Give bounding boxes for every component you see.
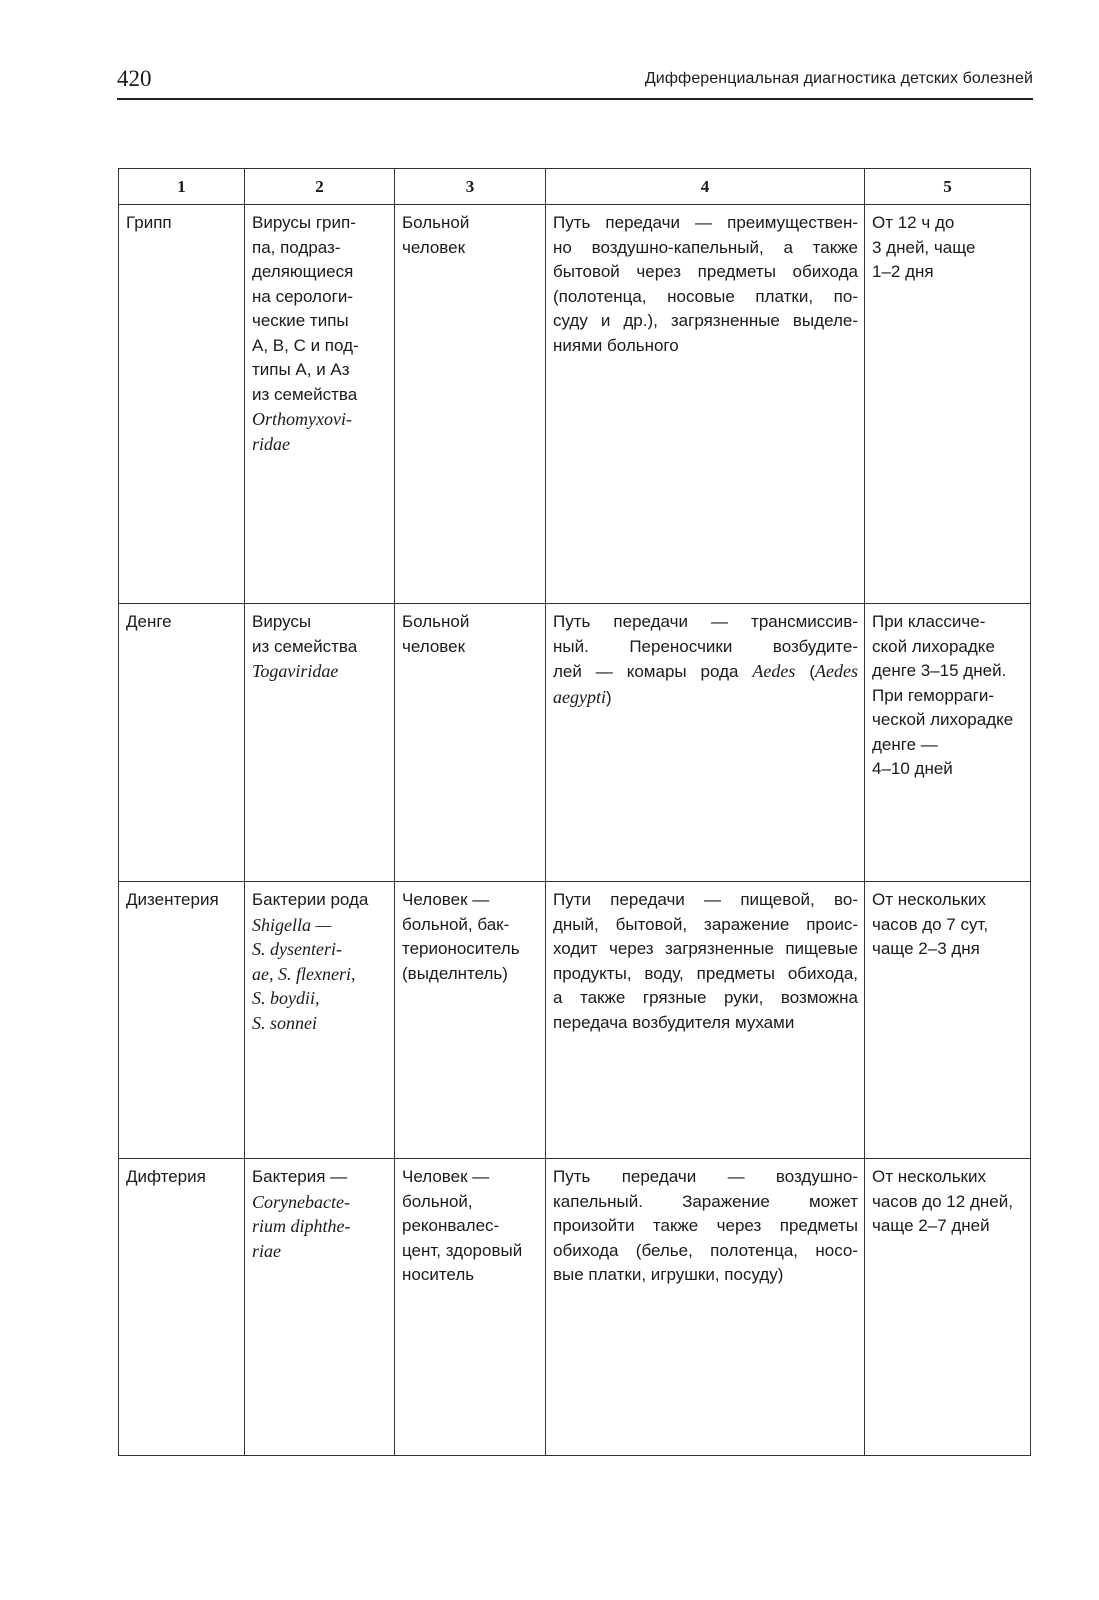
cell-line: От 12 ч до	[872, 213, 955, 232]
cell-line: часов до 12 дней,	[872, 1191, 1013, 1211]
cell-line: 1–2 дня	[872, 262, 934, 281]
cell-line: riae	[252, 1240, 281, 1261]
cell-line: (полотенца, носовые платки, по-	[553, 286, 858, 306]
species-name: Aedes	[815, 661, 858, 681]
disease-name: Дизентерия	[126, 890, 219, 909]
cell-line: ae, S. flexneri,	[252, 963, 356, 984]
cell-line: Пути передачи — пищевой, во-	[553, 890, 858, 909]
cell-line: S. boydii,	[252, 988, 320, 1008]
cell-line: больной,	[402, 1191, 473, 1211]
cell-line: Больной	[402, 612, 470, 631]
cell-line: произойти также через предметы	[553, 1216, 858, 1235]
cell-line: передача возбудителя мухами	[553, 1012, 795, 1032]
cell-line: Orthomyxovi-	[252, 409, 352, 429]
cell-line: реконвалес-	[402, 1216, 500, 1235]
cell-line: Путь передачи — трансмиссив-	[553, 612, 858, 631]
species-name: Aedes	[752, 661, 796, 681]
cell-line: обихода (белье, полотенца, носо-	[553, 1240, 858, 1260]
cell-line: человек	[402, 636, 466, 656]
cell-line: А, В, С и под-	[252, 335, 359, 355]
cell-line: чаще 2–3 дня	[872, 939, 980, 958]
cell-line: Вирусы грип-	[252, 213, 356, 232]
disease-cell	[119, 1159, 245, 1456]
disease-cell	[119, 882, 245, 1159]
cell-line: Бактерии рода	[252, 890, 369, 909]
cell-line: S. sonnei	[252, 1012, 317, 1033]
cell-line: При классиче-	[872, 612, 986, 631]
agent-cell	[245, 604, 395, 882]
cell-line: чаще 2–7 дней	[872, 1216, 990, 1235]
agent-cell	[245, 205, 395, 604]
disease-cell	[119, 205, 245, 604]
transmission-cell	[546, 882, 865, 1159]
cell-line: Shigella —	[252, 914, 332, 935]
cell-line: ниями больного	[553, 335, 679, 355]
species-name: aegypti	[553, 686, 606, 707]
table-row	[119, 1159, 1031, 1456]
cell-line: часов до 7 сут,	[872, 914, 989, 934]
cell-line: но воздушно-капельный, а также	[553, 237, 858, 257]
source-cell	[395, 205, 546, 604]
cell-line: От нескольких	[872, 1167, 986, 1186]
source-cell	[395, 882, 546, 1159]
cell-line: ческие типы	[252, 311, 349, 330]
cell-line: Вирусы	[252, 612, 312, 631]
page-header	[117, 64, 1033, 100]
cell-line: носитель	[402, 1265, 475, 1284]
cell-line: 3 дней, чаще	[872, 237, 976, 257]
cell-line: денге 3–15 дней.	[872, 661, 1007, 680]
cell-line: ходит через загрязненные пищевые	[553, 939, 858, 958]
incubation-cell	[865, 205, 1031, 604]
cell-line: ческой лихорадке	[872, 710, 1014, 729]
incubation-cell	[865, 1159, 1031, 1456]
text-run: лей — комары рода	[553, 662, 739, 681]
cell-line: Corynebacte-	[252, 1191, 350, 1212]
cell-line: больной, бак-	[402, 914, 510, 934]
transmission-cell	[546, 205, 865, 604]
agent-cell	[245, 1159, 395, 1456]
column-header: 2	[245, 169, 395, 205]
transmission-cell	[546, 604, 865, 882]
page-number: 420	[117, 66, 152, 91]
incubation-cell	[865, 882, 1031, 1159]
incubation-cell	[865, 604, 1031, 882]
cell-line: Togaviridae	[252, 661, 339, 681]
source-cell	[395, 1159, 546, 1456]
column-header: 3	[395, 169, 546, 205]
cell-line: капельный. Заражение может	[553, 1191, 858, 1211]
cell-line: из семейства	[252, 636, 358, 656]
cell-line	[553, 685, 858, 711]
cell-line: из семейства	[252, 384, 358, 404]
transmission-cell	[546, 1159, 865, 1456]
cell-line: человек	[402, 237, 466, 257]
cell-line: типы А, и Аз	[252, 360, 350, 379]
cell-line: S. dysenteri-	[252, 939, 342, 959]
table-row	[119, 205, 1031, 604]
table-row	[119, 604, 1031, 882]
cell-line: Путь передачи — воздушно-	[553, 1167, 858, 1186]
cell-line: па, подраз-	[252, 237, 341, 257]
cell-line: Путь передачи — преимуществен-	[553, 213, 858, 232]
cell-line: При геморраги-	[872, 685, 995, 705]
cell-line: вые платки, игрушки, посуду)	[553, 1265, 784, 1284]
running-title: Дифференциальная диагностика детских болезней	[644, 70, 1033, 87]
text-run: )	[605, 687, 612, 707]
disease-name: Грипп	[126, 213, 172, 232]
disease-name: Денге	[126, 612, 172, 631]
column-header: 4	[546, 169, 865, 205]
cell-line: цент, здоровый	[402, 1240, 523, 1260]
cell-line: а также грязные руки, возможна	[553, 988, 858, 1007]
cell-line: бытовой через предметы обихода	[553, 262, 858, 281]
agent-cell	[245, 882, 395, 1159]
column-header: 5	[865, 169, 1031, 205]
cell-line: ridae	[252, 433, 290, 454]
cell-line: От нескольких	[872, 890, 986, 909]
cell-line: ской лихорадке	[872, 636, 995, 656]
cell-line: терионоситель	[402, 939, 520, 958]
disease-cell	[119, 604, 245, 882]
cell-line: денге —	[872, 734, 938, 754]
source-cell	[395, 604, 546, 882]
cell-line: Человек —	[402, 1167, 490, 1186]
disease-name: Дифтерия	[126, 1167, 206, 1186]
cell-line: ный. Переносчики возбудите-	[553, 636, 858, 656]
diseases-table	[118, 168, 1031, 1456]
cell-line: деляющиеся	[252, 262, 354, 281]
cell-line: Человек —	[402, 890, 490, 909]
cell-line: суду и др.), загрязненные выделе-	[553, 311, 858, 330]
cell-line: Бактерия —	[252, 1167, 348, 1186]
cell-line	[553, 659, 858, 685]
cell-line: rium diphthe-	[252, 1216, 351, 1236]
cell-line: дный, бытовой, заражение проис-	[553, 914, 858, 934]
table-row	[119, 882, 1031, 1159]
text-run: (	[809, 662, 815, 681]
cell-line: 4–10 дней	[872, 759, 953, 778]
column-header: 1	[119, 169, 245, 205]
cell-line: (выделнтель)	[402, 963, 508, 983]
cell-line: Больной	[402, 213, 470, 232]
table-header-row	[119, 169, 1031, 205]
cell-line: на серологи-	[252, 286, 353, 306]
cell-line: продукты, воду, предметы обихода,	[553, 963, 858, 983]
